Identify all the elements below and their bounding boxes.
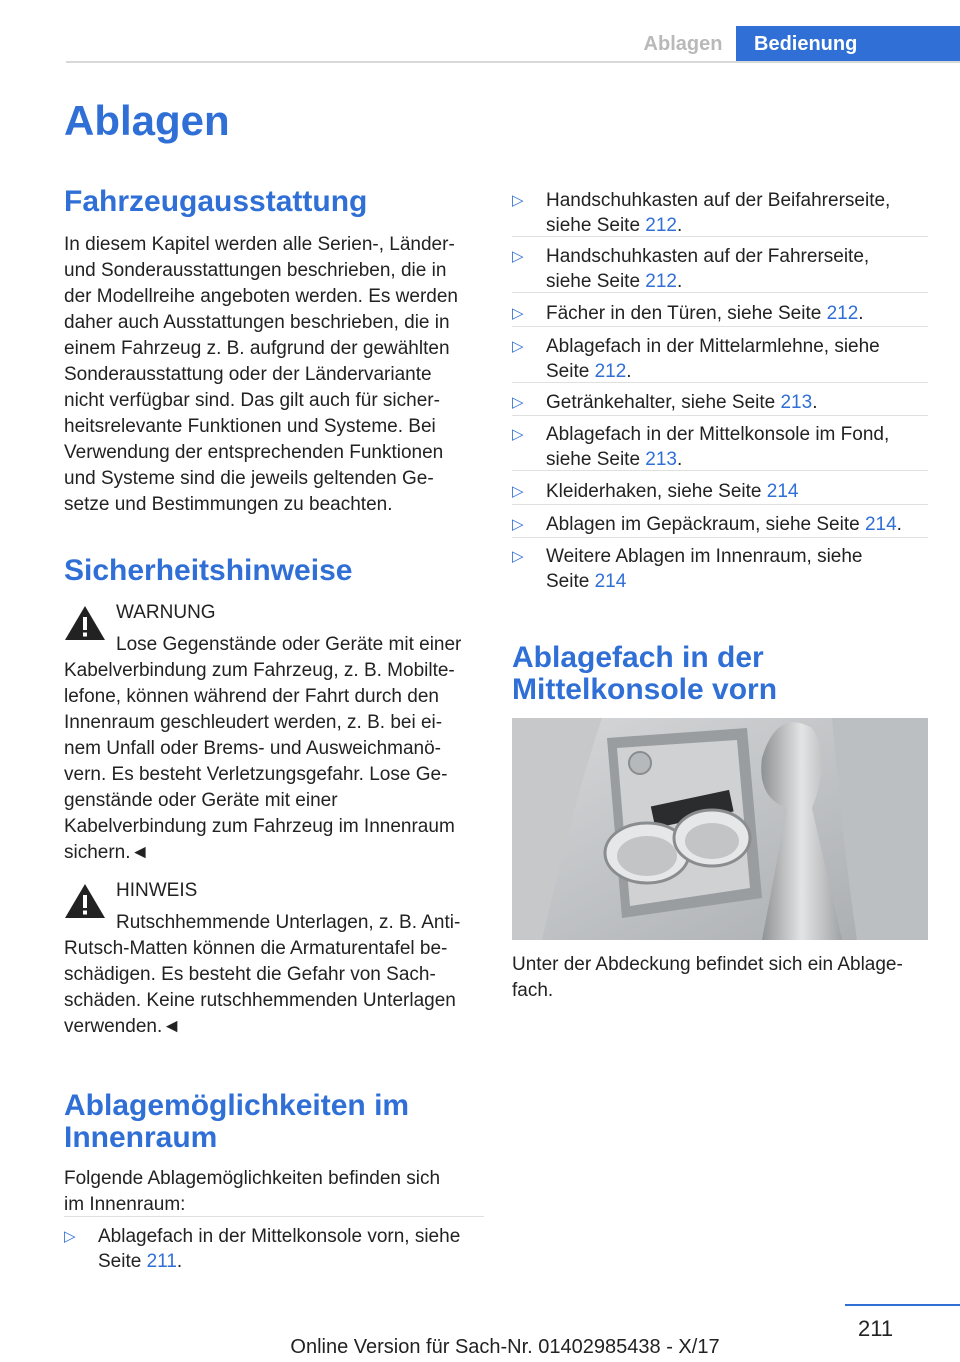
triangle-bullet-icon: ▷ (512, 394, 524, 411)
warning-triangle-icon (64, 604, 106, 642)
warning-label: WARNUNG (116, 602, 216, 623)
warning-first-line: Lose Gegenstände oder Geräte mit einer (116, 634, 462, 655)
triangle-bullet-icon: ▷ (64, 1228, 76, 1245)
text-line: Verwendung der entsprechenden Funktionen (64, 442, 444, 463)
text-line: Kabelverbindung zum Fahrzeug im Innenraum (64, 816, 455, 837)
list-item-text: Weitere Ablagen im Innenraum, siehe (546, 546, 863, 567)
photo-caption (512, 952, 932, 1004)
text-line: Sonderausstattung oder der Ländervariante (64, 364, 432, 385)
page-link[interactable]: 212 (594, 361, 627, 382)
punctuation: . (176, 1251, 183, 1272)
text-line: nem Unfall oder Brems- und Ausweichmanö‐ (64, 738, 442, 759)
page-link[interactable]: 212 (645, 271, 677, 292)
list-divider (512, 236, 928, 237)
list-item-text: Handschuhkasten auf der Beifahrerseite, (546, 190, 891, 211)
text-line: einem Fahrzeug z. B. aufgrund der gewählten (64, 338, 450, 359)
text-line: und Systeme sind die jeweils geltenden Ge‐ (64, 468, 434, 489)
page-link[interactable]: 212 (645, 215, 677, 236)
text-line: heitsrelevante Funktionen und Systeme. Bei (64, 416, 436, 437)
heading-sicherheitshinweise: Sicherheitshinweise (64, 554, 353, 587)
moeglichkeiten-intro (64, 1166, 484, 1218)
list-item-text: Handschuhkasten auf der Fahrerseite, (546, 246, 870, 267)
list-divider (512, 537, 928, 538)
page-link[interactable]: 214 (864, 514, 897, 535)
triangle-bullet-icon: ▷ (512, 483, 524, 500)
punctuation: . (677, 215, 683, 236)
text-line: Innenraum geschleudert werden, z. B. bei ei‐ (64, 712, 443, 733)
heading-ablagefach-mittelkonsole (512, 642, 777, 706)
text-line: und Sonderausstattungen beschrieben, die in (64, 260, 447, 281)
page-link[interactable]: 212 (826, 303, 859, 324)
punctuation: . (626, 361, 632, 382)
page-link[interactable]: 213 (645, 449, 677, 470)
list-divider (512, 415, 928, 416)
list-item-text: siehe Seite (546, 215, 646, 236)
heading-line: Ablagemöglichkeiten im (64, 1089, 410, 1122)
text-line: nicht verfügbar sind. Das gilt auch für sicher‐ (64, 390, 440, 411)
punctuation: . (677, 449, 683, 470)
text-line: vern. Es besteht Verletzungsgefahr. Lose Ge‐ (64, 764, 448, 785)
page-title: Ablagen (64, 97, 230, 144)
list-divider (64, 1216, 484, 1217)
warning-triangle-icon (64, 882, 106, 920)
triangle-bullet-icon: ▷ (512, 426, 524, 443)
hint-first-line: Rutschhemmende Unterlagen, z. B. Anti- (116, 912, 461, 933)
page-link[interactable]: 214 (766, 481, 799, 502)
punctuation: . (677, 271, 683, 292)
list-item-text: Kleiderhaken, siehe Seite (546, 481, 767, 502)
text-line: genstände oder Geräte mit einer (64, 790, 338, 811)
heading-line: Ablagefach in der (512, 641, 764, 674)
text-line: setze und Bestimmungen zu beachten. (64, 494, 393, 515)
punctuation: . (896, 514, 902, 535)
page-link[interactable]: 213 (780, 392, 813, 413)
text-line: verwenden.◄ (64, 1016, 182, 1037)
list-divider (512, 382, 928, 383)
list-divider (512, 292, 928, 293)
center-console-storage-photo (512, 718, 928, 940)
text-line: fach. (512, 980, 554, 1001)
list-divider (512, 504, 928, 505)
list-item-text: Ablagefach in der Mittelkonsole vorn, siehe (98, 1226, 461, 1247)
fahrzeug-paragraph (64, 232, 484, 518)
triangle-bullet-icon: ▷ (512, 548, 524, 565)
header-chapter-tab: Bedienung (736, 26, 960, 62)
text-line: Unter der Abdeckung befindet sich ein Ablage‐ (512, 954, 903, 975)
heading-fahrzeugausstattung: Fahrzeugausstattung (64, 185, 368, 218)
list-item-text: Seite (546, 361, 595, 382)
list-divider (512, 326, 928, 327)
text-line: Folgende Ablagemöglichkeiten befinden sich (64, 1168, 441, 1189)
heading-line: Innenraum (64, 1121, 218, 1154)
text-line: daher auch Ausstattungen beschrieben, die in (64, 312, 450, 333)
hint-text (64, 936, 484, 1040)
list-item-text: Getränkehalter, siehe Seite (546, 392, 781, 413)
page-link[interactable]: 214 (594, 571, 627, 592)
text-line: der Modellreihe angeboten werden. Es werden (64, 286, 458, 307)
list-item-text: Ablagen im Gepäckraum, siehe Seite (546, 514, 865, 535)
list-item-text: Fächer in den Türen, siehe Seite (546, 303, 827, 324)
console-illustration (512, 718, 928, 940)
list-item-text: Ablagefach in der Mittelarmlehne, siehe (546, 336, 880, 357)
text-line: im Innenraum: (64, 1194, 186, 1215)
text-line: sichern.◄ (64, 842, 150, 863)
heading-ablagemoeglichkeiten (64, 1090, 409, 1154)
header-rule (66, 61, 960, 63)
triangle-bullet-icon: ▷ (512, 248, 524, 265)
header-section-label: Ablagen (643, 33, 723, 55)
triangle-bullet-icon: ▷ (512, 305, 524, 322)
triangle-bullet-icon: ▷ (512, 192, 524, 209)
text-line: Rutsch-Matten können die Armaturentafel be‐ (64, 938, 448, 959)
triangle-bullet-icon: ▷ (512, 516, 524, 533)
list-item-text: Seite (98, 1251, 147, 1272)
list-divider (512, 470, 928, 471)
text-line: Kabelverbindung zum Fahrzeug, z. B. Mobilte‐ (64, 660, 455, 681)
list-item-text: Ablagefach in der Mittelkonsole im Fond, (546, 424, 890, 445)
text-line: schäden. Keine rutschhemmenden Unterlagen (64, 990, 456, 1011)
text-line: In diesem Kapitel werden alle Serien-, Länder‐ (64, 234, 455, 255)
punctuation: . (858, 303, 864, 324)
list-item-text: siehe Seite (546, 271, 646, 292)
page-link[interactable]: 211 (146, 1251, 177, 1272)
list-item-text: Seite (546, 571, 595, 592)
heading-line: Mittelkonsole vorn (512, 673, 778, 706)
hint-label: HINWEIS (116, 880, 198, 901)
page-number: 211 (858, 1316, 894, 1341)
triangle-bullet-icon: ▷ (512, 338, 524, 355)
punctuation: . (812, 392, 818, 413)
footer-rule (845, 1304, 960, 1306)
page-header (0, 0, 960, 62)
text-line: lefone, können während der Fahrt durch den (64, 686, 439, 707)
list-item-text: siehe Seite (546, 449, 646, 470)
text-line: schädigen. Es besteht die Gefahr von Sach‐ (64, 964, 436, 985)
online-version-note: Online Version für Sach-Nr. 01402985438 - X/17 (290, 1336, 720, 1358)
warning-text (64, 658, 484, 866)
list-item (64, 1224, 484, 1276)
